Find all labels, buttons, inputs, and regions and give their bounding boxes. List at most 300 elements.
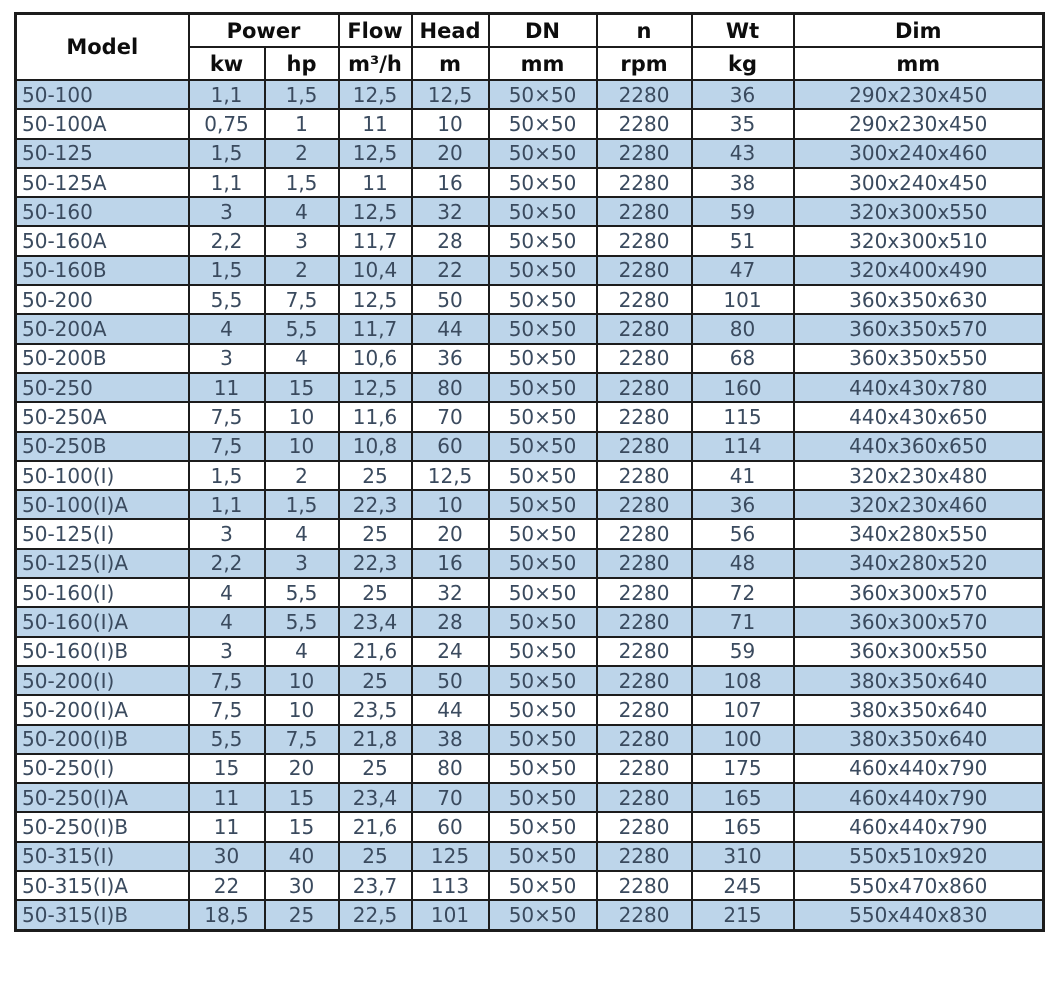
cell-head: 38 <box>412 725 489 754</box>
cell-dn: 50×50 <box>489 226 597 255</box>
cell-flow: 10,4 <box>339 256 412 285</box>
cell-n: 2280 <box>597 197 692 226</box>
cell-dn: 50×50 <box>489 812 597 841</box>
cell-power-kw: 3 <box>189 519 265 548</box>
cell-dim: 290x230x450 <box>794 109 1044 138</box>
cell-model: 50-160 <box>16 197 189 226</box>
cell-power-hp: 10 <box>265 695 339 724</box>
cell-wt: 47 <box>692 256 794 285</box>
cell-flow: 11,7 <box>339 226 412 255</box>
cell-model: 50-250A <box>16 402 189 431</box>
table-row <box>16 344 1044 373</box>
cell-flow: 23,7 <box>339 871 412 900</box>
cell-dn: 50×50 <box>489 402 597 431</box>
cell-dim: 360x350x570 <box>794 314 1044 343</box>
col-header-head: Head <box>412 14 489 48</box>
cell-n: 2280 <box>597 812 692 841</box>
cell-flow: 22,5 <box>339 900 412 930</box>
cell-power-kw: 1,1 <box>189 168 265 197</box>
cell-power-hp: 15 <box>265 812 339 841</box>
cell-n: 2280 <box>597 637 692 666</box>
cell-head: 16 <box>412 168 489 197</box>
table-header <box>16 14 1044 81</box>
cell-wt: 80 <box>692 314 794 343</box>
cell-wt: 165 <box>692 812 794 841</box>
cell-model: 50-200(I)A <box>16 695 189 724</box>
cell-dn: 50×50 <box>489 754 597 783</box>
table-row <box>16 490 1044 519</box>
cell-wt: 38 <box>692 168 794 197</box>
cell-dim: 550x510x920 <box>794 842 1044 871</box>
cell-n: 2280 <box>597 519 692 548</box>
cell-flow: 25 <box>339 666 412 695</box>
cell-model: 50-160(I)B <box>16 637 189 666</box>
table-row <box>16 373 1044 402</box>
table-row <box>16 842 1044 871</box>
cell-dim: 320x230x460 <box>794 490 1044 519</box>
cell-head: 80 <box>412 754 489 783</box>
cell-n: 2280 <box>597 226 692 255</box>
cell-power-kw: 3 <box>189 197 265 226</box>
cell-model: 50-160B <box>16 256 189 285</box>
cell-power-hp: 30 <box>265 871 339 900</box>
cell-power-hp: 10 <box>265 402 339 431</box>
cell-flow: 22,3 <box>339 490 412 519</box>
cell-flow: 10,8 <box>339 432 412 461</box>
table-row <box>16 607 1044 636</box>
cell-head: 101 <box>412 900 489 930</box>
cell-power-kw: 7,5 <box>189 666 265 695</box>
cell-n: 2280 <box>597 578 692 607</box>
table-row <box>16 285 1044 314</box>
cell-model: 50-315(I)A <box>16 871 189 900</box>
cell-model: 50-250B <box>16 432 189 461</box>
cell-model: 50-125A <box>16 168 189 197</box>
cell-power-kw: 4 <box>189 314 265 343</box>
table-row <box>16 637 1044 666</box>
cell-power-hp: 10 <box>265 666 339 695</box>
cell-head: 22 <box>412 256 489 285</box>
cell-dn: 50×50 <box>489 197 597 226</box>
table-row <box>16 168 1044 197</box>
cell-power-hp: 1,5 <box>265 168 339 197</box>
cell-flow: 25 <box>339 461 412 490</box>
cell-power-hp: 15 <box>265 373 339 402</box>
cell-head: 12,5 <box>412 80 489 109</box>
cell-power-hp: 7,5 <box>265 285 339 314</box>
unit-header-head: m <box>412 47 489 80</box>
cell-head: 60 <box>412 432 489 461</box>
col-header-wt: Wt <box>692 14 794 48</box>
unit-header-dim: mm <box>794 47 1044 80</box>
cell-n: 2280 <box>597 373 692 402</box>
cell-power-hp: 2 <box>265 256 339 285</box>
cell-power-kw: 1,5 <box>189 256 265 285</box>
cell-wt: 68 <box>692 344 794 373</box>
cell-power-kw: 7,5 <box>189 432 265 461</box>
table-row <box>16 197 1044 226</box>
table-row <box>16 871 1044 900</box>
cell-dim: 300x240x460 <box>794 139 1044 168</box>
cell-dn: 50×50 <box>489 80 597 109</box>
cell-flow: 11 <box>339 168 412 197</box>
cell-power-kw: 7,5 <box>189 695 265 724</box>
cell-flow: 21,8 <box>339 725 412 754</box>
cell-n: 2280 <box>597 725 692 754</box>
cell-power-kw: 1,1 <box>189 490 265 519</box>
table-row <box>16 578 1044 607</box>
cell-dim: 320x230x480 <box>794 461 1044 490</box>
cell-model: 50-160(I)A <box>16 607 189 636</box>
cell-dn: 50×50 <box>489 168 597 197</box>
cell-dn: 50×50 <box>489 900 597 930</box>
table-row <box>16 725 1044 754</box>
cell-dn: 50×50 <box>489 666 597 695</box>
cell-wt: 215 <box>692 900 794 930</box>
cell-dn: 50×50 <box>489 725 597 754</box>
cell-power-kw: 11 <box>189 373 265 402</box>
table-row <box>16 109 1044 138</box>
cell-flow: 11,6 <box>339 402 412 431</box>
cell-wt: 59 <box>692 637 794 666</box>
col-header-n: n <box>597 14 692 48</box>
cell-dim: 290x230x450 <box>794 80 1044 109</box>
cell-power-kw: 11 <box>189 783 265 812</box>
cell-wt: 108 <box>692 666 794 695</box>
cell-dim: 360x300x550 <box>794 637 1044 666</box>
table-row <box>16 783 1044 812</box>
cell-head: 70 <box>412 402 489 431</box>
cell-dn: 50×50 <box>489 109 597 138</box>
cell-n: 2280 <box>597 344 692 373</box>
unit-header-hp: hp <box>265 47 339 80</box>
cell-dim: 380x350x640 <box>794 695 1044 724</box>
cell-power-hp: 2 <box>265 461 339 490</box>
cell-power-kw: 0,75 <box>189 109 265 138</box>
cell-power-kw: 2,2 <box>189 549 265 578</box>
cell-flow: 12,5 <box>339 139 412 168</box>
table-row <box>16 402 1044 431</box>
cell-power-hp: 4 <box>265 197 339 226</box>
cell-wt: 43 <box>692 139 794 168</box>
table-row <box>16 432 1044 461</box>
cell-wt: 56 <box>692 519 794 548</box>
cell-n: 2280 <box>597 754 692 783</box>
cell-power-kw: 5,5 <box>189 725 265 754</box>
cell-head: 28 <box>412 226 489 255</box>
cell-power-hp: 5,5 <box>265 578 339 607</box>
cell-power-hp: 1,5 <box>265 80 339 109</box>
cell-wt: 101 <box>692 285 794 314</box>
cell-dn: 50×50 <box>489 607 597 636</box>
cell-dn: 50×50 <box>489 285 597 314</box>
cell-model: 50-125(I)A <box>16 549 189 578</box>
cell-wt: 59 <box>692 197 794 226</box>
cell-flow: 12,5 <box>339 285 412 314</box>
cell-dim: 460x440x790 <box>794 754 1044 783</box>
col-header-model: Model <box>16 14 189 81</box>
table-row <box>16 256 1044 285</box>
cell-dn: 50×50 <box>489 344 597 373</box>
cell-head: 20 <box>412 519 489 548</box>
cell-wt: 41 <box>692 461 794 490</box>
cell-power-kw: 1,5 <box>189 461 265 490</box>
cell-head: 36 <box>412 344 489 373</box>
cell-head: 32 <box>412 197 489 226</box>
cell-dn: 50×50 <box>489 637 597 666</box>
cell-dn: 50×50 <box>489 314 597 343</box>
cell-n: 2280 <box>597 490 692 519</box>
cell-dim: 460x440x790 <box>794 783 1044 812</box>
cell-wt: 310 <box>692 842 794 871</box>
cell-power-kw: 2,2 <box>189 226 265 255</box>
cell-n: 2280 <box>597 549 692 578</box>
cell-head: 60 <box>412 812 489 841</box>
cell-dn: 50×50 <box>489 783 597 812</box>
cell-model: 50-315(I) <box>16 842 189 871</box>
cell-dn: 50×50 <box>489 695 597 724</box>
cell-n: 2280 <box>597 168 692 197</box>
cell-wt: 48 <box>692 549 794 578</box>
cell-power-hp: 4 <box>265 519 339 548</box>
table-row <box>16 519 1044 548</box>
cell-flow: 11,7 <box>339 314 412 343</box>
cell-model: 50-315(I)B <box>16 900 189 930</box>
cell-dn: 50×50 <box>489 490 597 519</box>
cell-head: 125 <box>412 842 489 871</box>
cell-dn: 50×50 <box>489 373 597 402</box>
cell-n: 2280 <box>597 871 692 900</box>
table-row <box>16 461 1044 490</box>
cell-wt: 51 <box>692 226 794 255</box>
cell-power-hp: 5,5 <box>265 607 339 636</box>
cell-power-hp: 40 <box>265 842 339 871</box>
cell-power-kw: 1,5 <box>189 139 265 168</box>
cell-head: 10 <box>412 490 489 519</box>
cell-flow: 10,6 <box>339 344 412 373</box>
cell-n: 2280 <box>597 783 692 812</box>
cell-dim: 340x280x520 <box>794 549 1044 578</box>
cell-wt: 175 <box>692 754 794 783</box>
header-row-names <box>16 14 1044 48</box>
cell-model: 50-250(I)B <box>16 812 189 841</box>
cell-model: 50-200B <box>16 344 189 373</box>
cell-dim: 300x240x450 <box>794 168 1044 197</box>
cell-head: 12,5 <box>412 461 489 490</box>
cell-power-kw: 4 <box>189 607 265 636</box>
cell-power-kw: 30 <box>189 842 265 871</box>
table-row <box>16 139 1044 168</box>
cell-power-hp: 4 <box>265 344 339 373</box>
cell-wt: 245 <box>692 871 794 900</box>
cell-flow: 21,6 <box>339 637 412 666</box>
cell-model: 50-160(I) <box>16 578 189 607</box>
cell-power-kw: 1,1 <box>189 80 265 109</box>
cell-dim: 320x300x510 <box>794 226 1044 255</box>
cell-dim: 550x470x860 <box>794 871 1044 900</box>
cell-power-hp: 1 <box>265 109 339 138</box>
cell-power-hp: 3 <box>265 549 339 578</box>
cell-n: 2280 <box>597 139 692 168</box>
cell-n: 2280 <box>597 666 692 695</box>
cell-n: 2280 <box>597 842 692 871</box>
cell-head: 24 <box>412 637 489 666</box>
cell-flow: 25 <box>339 842 412 871</box>
cell-model: 50-100A <box>16 109 189 138</box>
cell-power-kw: 11 <box>189 812 265 841</box>
col-header-dim: Dim <box>794 14 1044 48</box>
cell-power-hp: 15 <box>265 783 339 812</box>
cell-flow: 23,4 <box>339 607 412 636</box>
cell-flow: 23,4 <box>339 783 412 812</box>
cell-power-hp: 5,5 <box>265 314 339 343</box>
table-row <box>16 226 1044 255</box>
cell-model: 50-200(I) <box>16 666 189 695</box>
cell-dn: 50×50 <box>489 519 597 548</box>
cell-dim: 440x360x650 <box>794 432 1044 461</box>
cell-model: 50-250 <box>16 373 189 402</box>
cell-wt: 115 <box>692 402 794 431</box>
cell-model: 50-200 <box>16 285 189 314</box>
table-row <box>16 812 1044 841</box>
cell-model: 50-200A <box>16 314 189 343</box>
cell-dim: 380x350x640 <box>794 725 1044 754</box>
cell-n: 2280 <box>597 432 692 461</box>
cell-power-hp: 7,5 <box>265 725 339 754</box>
cell-n: 2280 <box>597 314 692 343</box>
cell-n: 2280 <box>597 402 692 431</box>
cell-n: 2280 <box>597 285 692 314</box>
cell-n: 2280 <box>597 109 692 138</box>
cell-flow: 25 <box>339 519 412 548</box>
cell-wt: 36 <box>692 490 794 519</box>
cell-dim: 340x280x550 <box>794 519 1044 548</box>
cell-power-kw: 22 <box>189 871 265 900</box>
cell-power-hp: 3 <box>265 226 339 255</box>
cell-model: 50-250(I)A <box>16 783 189 812</box>
cell-power-kw: 7,5 <box>189 402 265 431</box>
cell-model: 50-250(I) <box>16 754 189 783</box>
cell-power-kw: 15 <box>189 754 265 783</box>
cell-dn: 50×50 <box>489 461 597 490</box>
cell-power-hp: 4 <box>265 637 339 666</box>
cell-head: 32 <box>412 578 489 607</box>
cell-head: 44 <box>412 314 489 343</box>
unit-header-flow: m³/h <box>339 47 412 80</box>
cell-wt: 107 <box>692 695 794 724</box>
cell-head: 80 <box>412 373 489 402</box>
cell-dim: 360x350x550 <box>794 344 1044 373</box>
cell-flow: 12,5 <box>339 373 412 402</box>
cell-dn: 50×50 <box>489 871 597 900</box>
table-row <box>16 80 1044 109</box>
cell-power-kw: 5,5 <box>189 285 265 314</box>
unit-header-kw: kw <box>189 47 265 80</box>
cell-dn: 50×50 <box>489 256 597 285</box>
cell-flow: 21,6 <box>339 812 412 841</box>
cell-wt: 36 <box>692 80 794 109</box>
cell-dn: 50×50 <box>489 139 597 168</box>
cell-model: 50-200(I)B <box>16 725 189 754</box>
cell-flow: 22,3 <box>339 549 412 578</box>
cell-dim: 550x440x830 <box>794 900 1044 930</box>
table-body <box>16 80 1044 930</box>
cell-power-kw: 18,5 <box>189 900 265 930</box>
cell-dn: 50×50 <box>489 549 597 578</box>
cell-dim: 360x300x570 <box>794 578 1044 607</box>
table-row <box>16 314 1044 343</box>
cell-power-kw: 4 <box>189 578 265 607</box>
cell-wt: 165 <box>692 783 794 812</box>
col-header-power: Power <box>189 14 339 48</box>
cell-wt: 160 <box>692 373 794 402</box>
cell-head: 113 <box>412 871 489 900</box>
cell-dim: 360x350x630 <box>794 285 1044 314</box>
cell-flow: 23,5 <box>339 695 412 724</box>
cell-power-kw: 3 <box>189 344 265 373</box>
cell-n: 2280 <box>597 900 692 930</box>
cell-n: 2280 <box>597 607 692 636</box>
cell-dim: 380x350x640 <box>794 666 1044 695</box>
cell-model: 50-125(I) <box>16 519 189 548</box>
table-row <box>16 754 1044 783</box>
cell-wt: 35 <box>692 109 794 138</box>
cell-flow: 12,5 <box>339 80 412 109</box>
cell-flow: 25 <box>339 578 412 607</box>
cell-model: 50-100(I)A <box>16 490 189 519</box>
pump-spec-table <box>14 12 1045 932</box>
unit-header-n: rpm <box>597 47 692 80</box>
cell-dn: 50×50 <box>489 842 597 871</box>
cell-power-hp: 20 <box>265 754 339 783</box>
cell-head: 44 <box>412 695 489 724</box>
cell-dim: 320x400x490 <box>794 256 1044 285</box>
cell-power-hp: 2 <box>265 139 339 168</box>
cell-power-hp: 1,5 <box>265 490 339 519</box>
cell-head: 16 <box>412 549 489 578</box>
cell-model: 50-125 <box>16 139 189 168</box>
cell-head: 10 <box>412 109 489 138</box>
table-row <box>16 666 1044 695</box>
cell-n: 2280 <box>597 695 692 724</box>
cell-power-hp: 10 <box>265 432 339 461</box>
col-header-flow: Flow <box>339 14 412 48</box>
cell-dim: 440x430x650 <box>794 402 1044 431</box>
cell-head: 70 <box>412 783 489 812</box>
cell-head: 28 <box>412 607 489 636</box>
cell-wt: 71 <box>692 607 794 636</box>
cell-n: 2280 <box>597 256 692 285</box>
col-header-dn: DN <box>489 14 597 48</box>
cell-dn: 50×50 <box>489 578 597 607</box>
table-row <box>16 900 1044 930</box>
cell-head: 50 <box>412 285 489 314</box>
table-row <box>16 549 1044 578</box>
unit-header-dn: mm <box>489 47 597 80</box>
cell-power-hp: 25 <box>265 900 339 930</box>
cell-model: 50-100 <box>16 80 189 109</box>
cell-dim: 440x430x780 <box>794 373 1044 402</box>
cell-head: 20 <box>412 139 489 168</box>
cell-dim: 320x300x550 <box>794 197 1044 226</box>
cell-power-kw: 3 <box>189 637 265 666</box>
cell-head: 50 <box>412 666 489 695</box>
table-row <box>16 695 1044 724</box>
cell-wt: 100 <box>692 725 794 754</box>
cell-flow: 11 <box>339 109 412 138</box>
cell-dn: 50×50 <box>489 432 597 461</box>
cell-dim: 360x300x570 <box>794 607 1044 636</box>
